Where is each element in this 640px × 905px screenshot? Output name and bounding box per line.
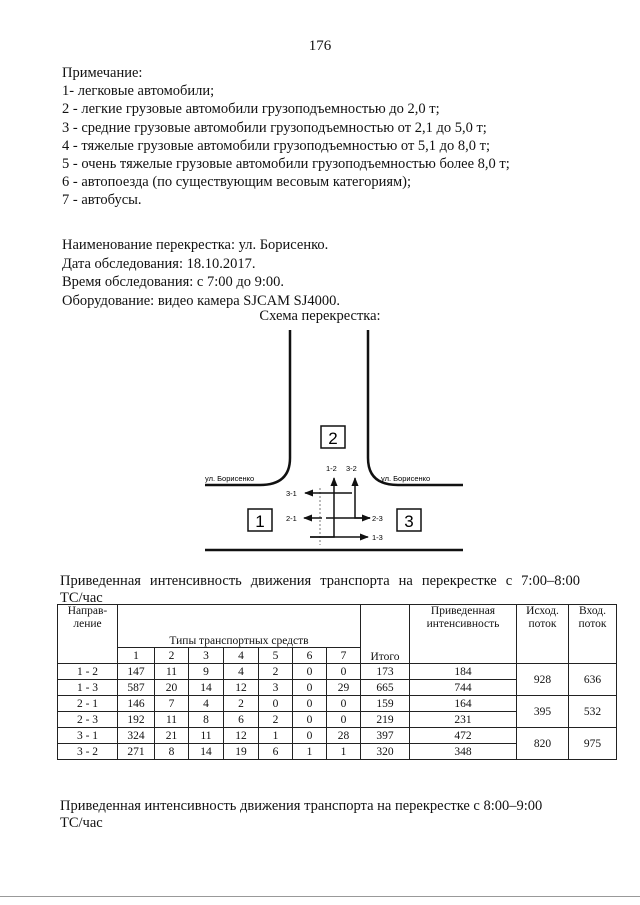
label-3-2: 3-2 [346, 464, 357, 473]
arrow-1-2 [310, 478, 334, 537]
node-2-label: 2 [328, 429, 338, 448]
value-cell: 2 [259, 712, 293, 728]
table2-heading: Приведенная интенсивность движения транспорта на перекрестке с 8:00–9:00 [60, 798, 543, 814]
value-cell: 8 [155, 744, 189, 760]
total-cell: 173 [361, 664, 410, 680]
value-cell: 324 [118, 728, 155, 744]
table2-heading-unit: ТС/час [60, 815, 103, 831]
note-item: 2 - легкие грузовые автомобили грузоподъемностью до 2,0 т; [62, 101, 440, 118]
street-left-label: ул. Борисенко [205, 474, 255, 483]
value-cell: 12 [224, 680, 259, 696]
value-cell: 20 [155, 680, 189, 696]
col-total-header: Итого [361, 605, 410, 664]
type-number-cell: 2 [155, 648, 189, 664]
survey-date: Дата обследования: 18.10.2017. [62, 255, 256, 272]
reduced-cell: 231 [410, 712, 517, 728]
type-number-cell: 7 [327, 648, 361, 664]
type-number-cell: 6 [293, 648, 327, 664]
table1-heading: Приведенная интенсивность движения транспорта на перекрестке с 7:00–8:00 [60, 573, 580, 589]
reduced-cell: 348 [410, 744, 517, 760]
value-cell: 192 [118, 712, 155, 728]
reduced-cell: 164 [410, 696, 517, 712]
value-cell: 28 [327, 728, 361, 744]
direction-cell: 1 - 2 [58, 664, 118, 680]
type-number-cell: 5 [259, 648, 293, 664]
in-flow-cell: 636 [569, 664, 617, 696]
value-cell: 9 [189, 664, 224, 680]
value-cell: 12 [224, 728, 259, 744]
value-cell: 7 [155, 696, 189, 712]
table1-heading-unit: ТС/час [60, 590, 103, 606]
value-cell: 1 [259, 728, 293, 744]
reduced-cell: 744 [410, 680, 517, 696]
value-cell: 271 [118, 744, 155, 760]
note-item: 4 - тяжелые грузовые автомобили грузоподъемностью от 5,1 до 8,0 т; [62, 137, 491, 154]
value-cell: 0 [293, 712, 327, 728]
table-row [58, 664, 617, 680]
notes-title: Примечание: [62, 65, 143, 81]
reduced-cell: 472 [410, 728, 517, 744]
value-cell: 4 [189, 696, 224, 712]
note-item: 7 - автобусы. [62, 192, 142, 209]
value-cell: 19 [224, 744, 259, 760]
total-cell: 397 [361, 728, 410, 744]
direction-cell: 3 - 2 [58, 744, 118, 760]
value-cell: 14 [189, 680, 224, 696]
value-cell: 587 [118, 680, 155, 696]
col-in-header: Вход. поток [569, 605, 617, 664]
value-cell: 6 [259, 744, 293, 760]
table-row [58, 728, 617, 744]
in-flow-cell: 975 [569, 728, 617, 760]
page-number: 176 [308, 38, 332, 54]
value-cell: 11 [155, 712, 189, 728]
note-item: 3 - средние грузовые автомобили грузоподъемностью от 2,1 до 5,0 т; [62, 119, 487, 136]
out-flow-cell: 928 [517, 664, 569, 696]
road-edge-left [205, 330, 290, 485]
col-types-header: Типы транспортных средств [118, 605, 361, 648]
col-direction-header: Направ- ление [58, 605, 118, 664]
note-item: 1- легковые автомобили; [62, 83, 215, 100]
value-cell: 0 [293, 696, 327, 712]
label-2-1: 2-1 [286, 514, 297, 523]
note-item: 5 - очень тяжелые грузовые автомобили грузоподъемностью более 8,0 т; [62, 156, 510, 173]
direction-cell: 2 - 1 [58, 696, 118, 712]
value-cell: 11 [189, 728, 224, 744]
value-cell: 2 [224, 696, 259, 712]
arrow-3-2 [355, 478, 370, 518]
total-cell: 159 [361, 696, 410, 712]
intensity-table-7-8 [57, 604, 617, 760]
out-flow-cell: 395 [517, 696, 569, 728]
value-cell: 29 [327, 680, 361, 696]
direction-cell: 3 - 1 [58, 728, 118, 744]
value-cell: 8 [189, 712, 224, 728]
label-1-3: 1-3 [372, 533, 383, 542]
total-cell: 665 [361, 680, 410, 696]
value-cell: 0 [293, 680, 327, 696]
node-1-label: 1 [255, 512, 265, 531]
label-1-2: 1-2 [326, 464, 337, 473]
value-cell: 146 [118, 696, 155, 712]
label-3-1: 3-1 [286, 489, 297, 498]
direction-cell: 2 - 3 [58, 712, 118, 728]
type-number-cell: 4 [224, 648, 259, 664]
label-2-3: 2-3 [372, 514, 383, 523]
direction-cell: 1 - 3 [58, 680, 118, 696]
intersection-name: Наименование перекрестка: ул. Борисенко. [62, 237, 329, 253]
value-cell: 0 [327, 664, 361, 680]
survey-time: Время обследования: с 7:00 до 9:00. [62, 274, 285, 291]
value-cell: 0 [259, 696, 293, 712]
col-reduced-header: Приведенная интенсивность [410, 605, 517, 664]
value-cell: 147 [118, 664, 155, 680]
in-flow-cell: 532 [569, 696, 617, 728]
type-number-cell: 3 [189, 648, 224, 664]
scheme-title: Схема перекрестка: [259, 308, 381, 324]
col-out-header: Исход. поток [517, 605, 569, 664]
total-cell: 320 [361, 744, 410, 760]
value-cell: 11 [155, 664, 189, 680]
type-number-cell: 1 [118, 648, 155, 664]
table-row [58, 696, 617, 712]
total-cell: 219 [361, 712, 410, 728]
page-bottom-line [0, 896, 640, 897]
value-cell: 21 [155, 728, 189, 744]
value-cell: 1 [327, 744, 361, 760]
road-edge-right [368, 330, 463, 485]
value-cell: 0 [293, 664, 327, 680]
value-cell: 0 [327, 712, 361, 728]
out-flow-cell: 820 [517, 728, 569, 760]
node-3-label: 3 [404, 512, 414, 531]
survey-equipment: Оборудование: видео камера SJCAM SJ4000. [62, 292, 340, 309]
value-cell: 0 [293, 728, 327, 744]
value-cell: 3 [259, 680, 293, 696]
street-right-label: ул. Борисенко [381, 474, 431, 483]
note-item: 6 - автопоезда (по существующим весовым категориям); [62, 174, 412, 191]
value-cell: 2 [259, 664, 293, 680]
value-cell: 0 [327, 696, 361, 712]
reduced-cell: 184 [410, 664, 517, 680]
value-cell: 14 [189, 744, 224, 760]
value-cell: 4 [224, 664, 259, 680]
value-cell: 1 [293, 744, 327, 760]
value-cell: 6 [224, 712, 259, 728]
